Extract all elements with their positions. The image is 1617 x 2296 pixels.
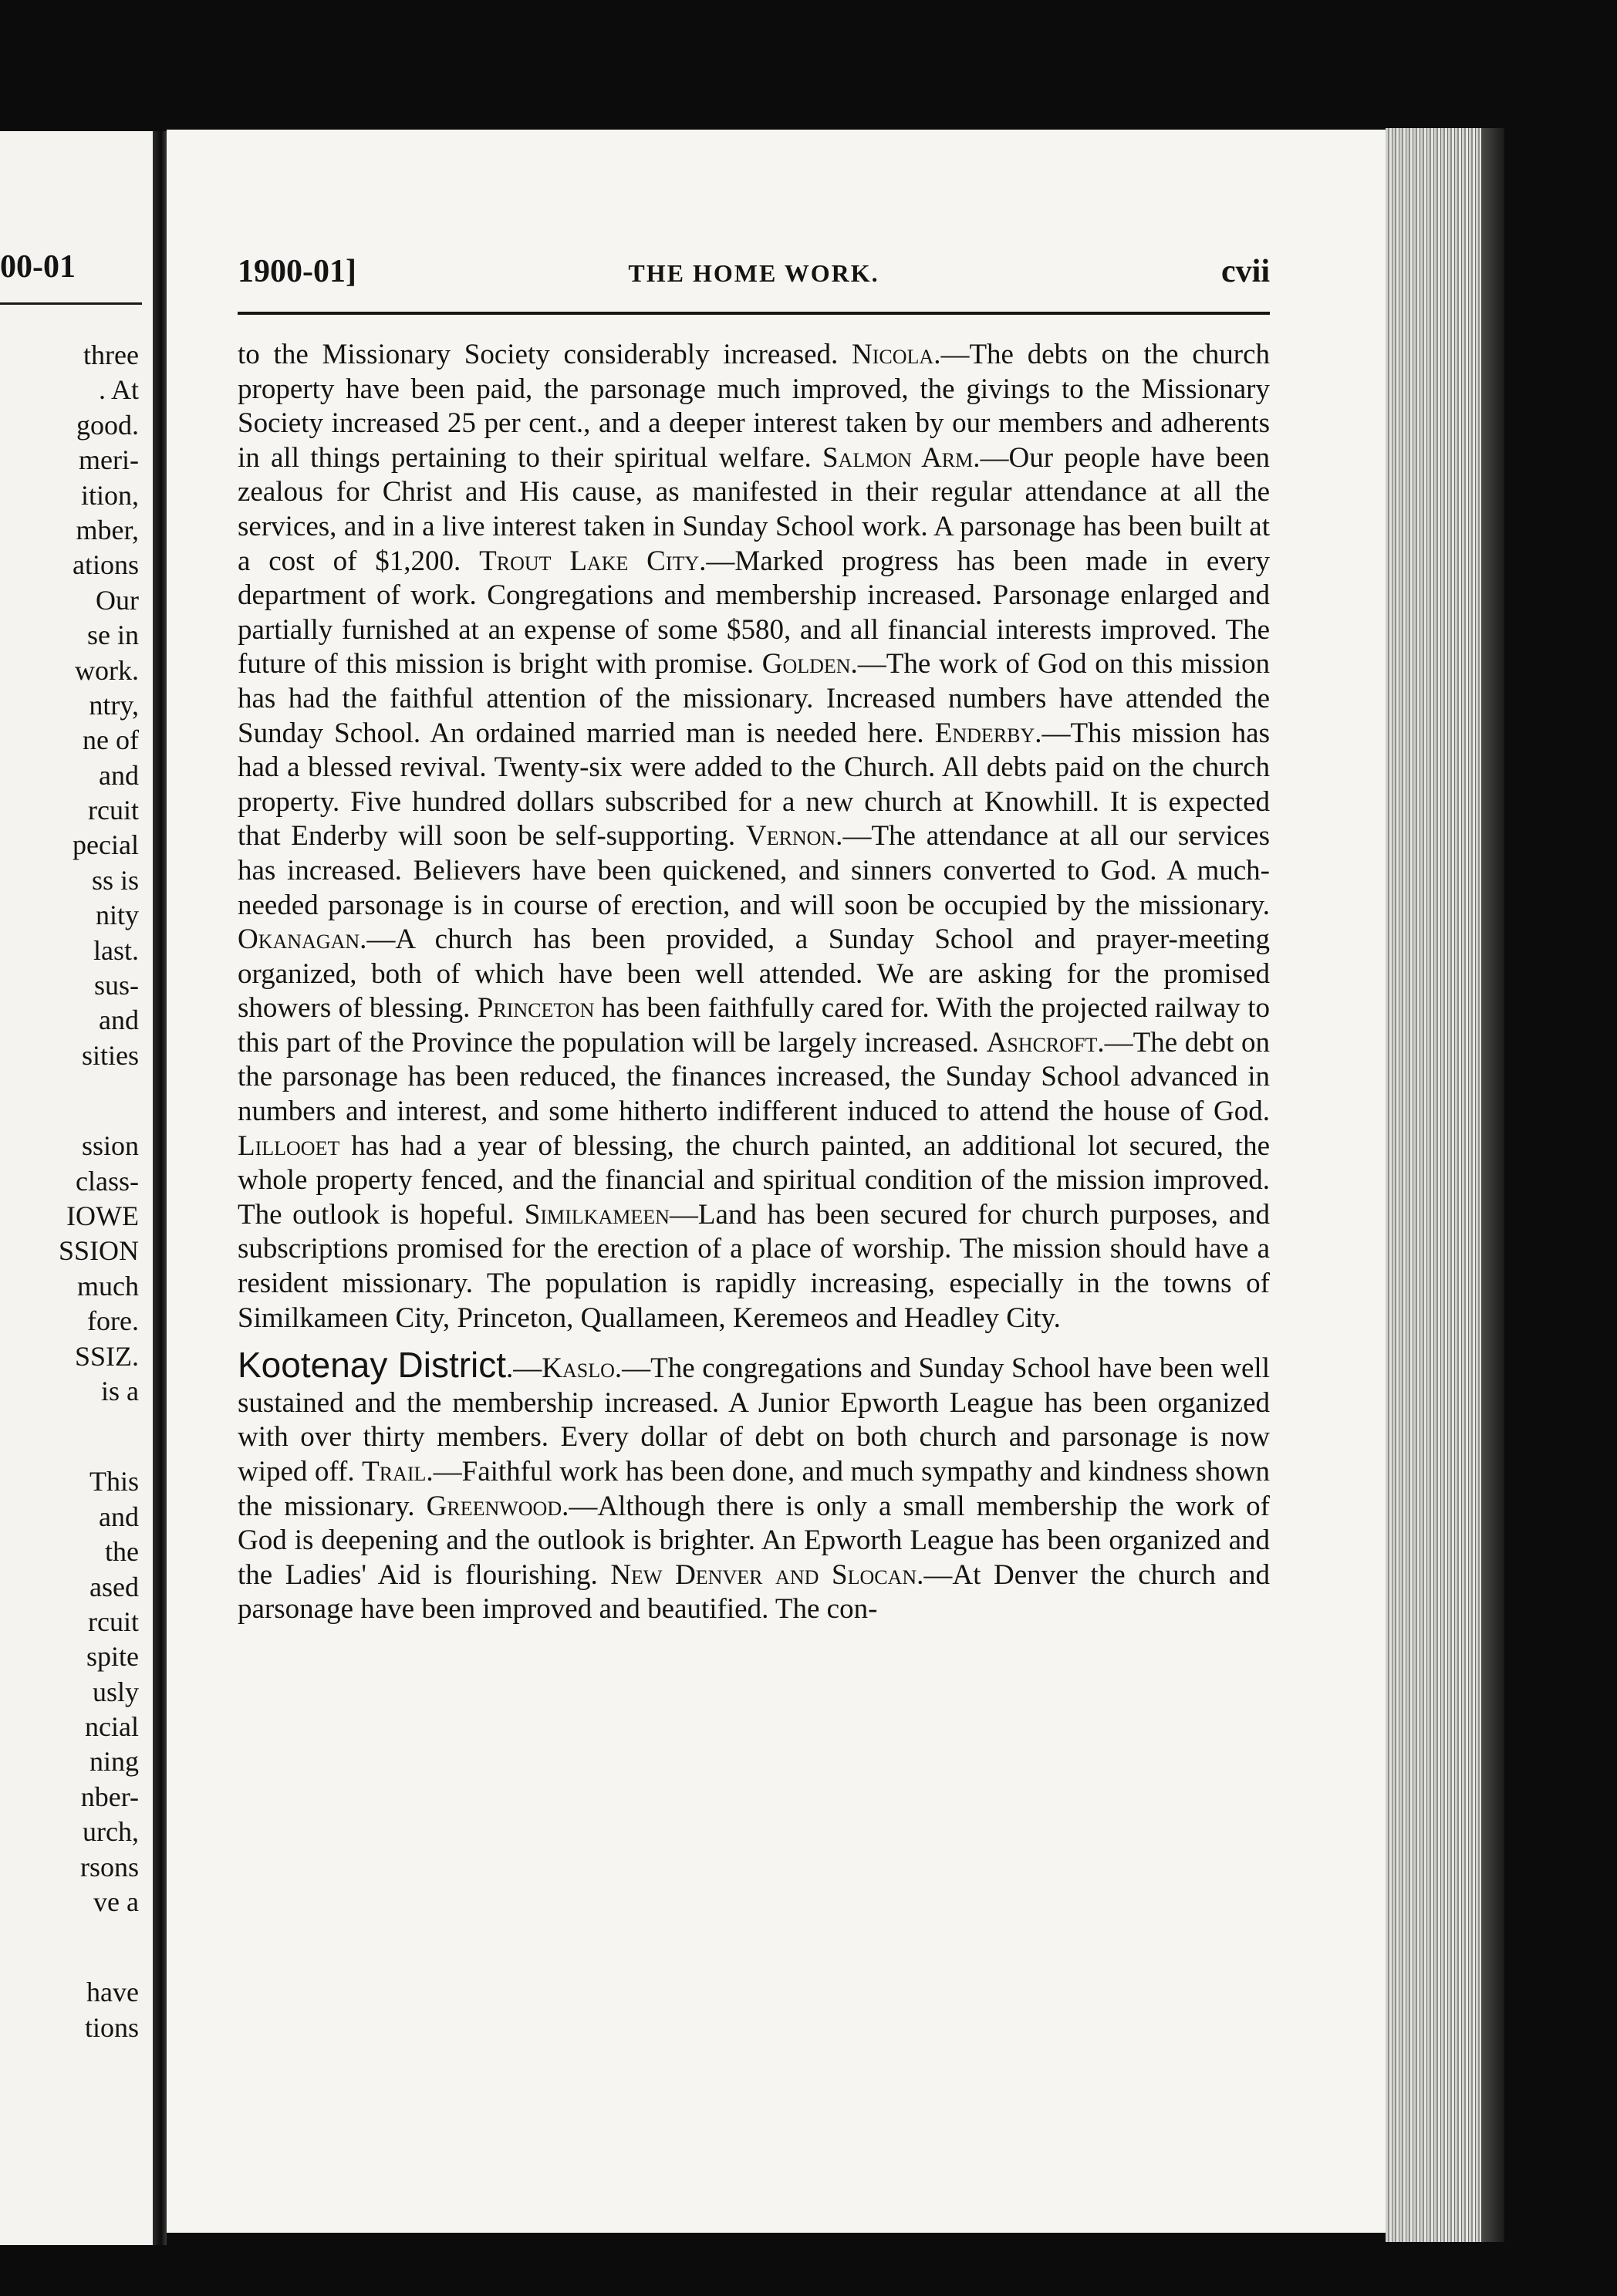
- left-fragment-line: SSIZ.: [74, 1340, 139, 1372]
- left-fragment-line: usly: [92, 1676, 139, 1707]
- left-fragment-line: ve a: [93, 1886, 139, 1918]
- place-heading: New Denver and Slocan.: [610, 1558, 924, 1591]
- left-fragment-line: pecial: [73, 829, 139, 861]
- district-heading: Kootenay District: [238, 1345, 507, 1386]
- left-fragment-line: se in: [87, 620, 139, 651]
- left-fragment-line: Our: [96, 584, 139, 616]
- left-fragment-line: nber-: [80, 1781, 139, 1812]
- place-heading: Trail.: [362, 1456, 434, 1487]
- paragraph-kootenay-district: [238, 1345, 1270, 1627]
- place-heading: Trout Lake City.: [479, 545, 707, 577]
- left-fragment-line: and: [99, 759, 139, 791]
- left-fragment-line: meri-: [79, 444, 139, 476]
- text-run: —Our people have been zealous for Christ and His cause, as manifested in their regular attendance at all the services, and in a live interest taken in Sunday School work. A parsonage has been built at a cost of $1,200.: [238, 441, 1271, 577]
- left-fragment-line: spite: [86, 1641, 139, 1673]
- text-run: has been faithfully cared for. With the projected railway to this part of the Province the population will be largely increased.: [238, 992, 1270, 1059]
- text-run: —The congregations and Sunday School have been well sustained and the membership increased. A Junior Epworth League has been organized with over thirty members. Every dollar of debt on both church and parsonage is now wiped off.: [238, 1352, 1270, 1487]
- page-edges: [1386, 128, 1504, 2242]
- place-heading: Princeton: [477, 992, 595, 1025]
- left-fragment-line: . At: [98, 374, 139, 406]
- place-heading: Golden.: [761, 648, 858, 680]
- left-page-text-fragments: [59, 338, 139, 2045]
- body-text: [238, 338, 1270, 1627]
- header-year: 1900-01]: [238, 254, 356, 289]
- place-heading: Salmon Arm.: [822, 441, 981, 474]
- text-run: —Faithful work has been done, and much sympathy and kindness shown the missionary.: [238, 1456, 1270, 1522]
- text-run: has had a year of blessing, the church painted, an additional lot secured, the whole property fenced, and the financial and spiritual condition of the mission improved. The outlook is hopeful.: [238, 1129, 1270, 1231]
- left-fragment-line: ncial: [85, 1711, 139, 1743]
- text-run: —At Denver the church and parsonage have been improved and beautified. The con-: [238, 1558, 1270, 1626]
- text-run: —Marked progress has been made in every department of work. Congregations and membership increased. Parsonage enlarged and partially furnished at an expense of some $580, and all financial interests improved. The future of this mission is bright with promise.: [238, 545, 1270, 680]
- left-fragment-line: the: [105, 1536, 139, 1568]
- place-heading: Lillooet: [238, 1129, 340, 1162]
- left-fragment-line: ition,: [80, 479, 139, 511]
- left-fragment-line: ntry,: [89, 689, 139, 721]
- left-fragment-line: IOWE: [66, 1200, 139, 1231]
- left-fragment-line: work.: [75, 654, 139, 686]
- left-fragment-line: good.: [76, 409, 139, 441]
- left-fragment-line: nity: [95, 900, 139, 931]
- left-fragment-line: last.: [93, 934, 139, 966]
- left-fragment-line: is a: [101, 1375, 139, 1406]
- left-fragment-line: rcuit: [88, 795, 139, 826]
- place-heading: Ashcroft.: [986, 1026, 1105, 1059]
- text-run: —The debt on the parsonage has been reduced, the finances increased, the Sunday School advanced in numbers and interest, and some hitherto indifferent induced to attend the house of God.: [238, 1026, 1270, 1128]
- left-fragment-line: ne of: [83, 724, 139, 756]
- left-fragment-line: fore.: [87, 1305, 139, 1337]
- left-fragment-line: ations: [73, 549, 139, 581]
- place-heading: Nicola.: [852, 339, 941, 370]
- left-fragment-line: tions: [84, 2011, 139, 2043]
- place-heading: Greenwood.: [426, 1490, 569, 1522]
- left-fragment-line: class-: [76, 1165, 139, 1197]
- left-fragment-line: three: [83, 339, 139, 370]
- left-fragment-line: rsons: [79, 1851, 139, 1882]
- place-heading: Kaslo.: [542, 1352, 623, 1385]
- text-run: to the Missionary Society considerably increased.: [238, 339, 852, 370]
- left-fragment-line: and: [99, 1501, 139, 1532]
- left-fragment-line: This: [89, 1466, 139, 1497]
- text-run: —A church has been provided, a Sunday School and prayer-meeting organized, both of which have been well attended. We are asking for the promised showers of blessing.: [238, 923, 1270, 1025]
- book-gutter: [153, 131, 167, 2245]
- left-fragment-line: and: [99, 1004, 139, 1036]
- text-run: —The attendance at all our services has increased. Believers have been quickened, and sinners converted to God. A much-needed parsonage is in course of erection, and will soon be occupied by the missionary.: [238, 820, 1270, 921]
- left-fragment-line: [59, 1920, 139, 1975]
- left-fragment-line: rcuit: [88, 1606, 139, 1637]
- text-run: —The work of God on this mission has had the faithful attention of the missionary. Increased numbers have attended the Sunday School. An ordained married man is needed here.: [238, 648, 1270, 749]
- left-fragment-line: mber,: [76, 514, 139, 545]
- left-fragment-line: [59, 1073, 139, 1129]
- left-page-rule: [0, 302, 142, 305]
- left-fragment-line: [59, 1409, 139, 1464]
- left-fragment-line: much: [77, 1270, 139, 1302]
- left-fragment-line: urch,: [83, 1816, 139, 1848]
- left-fragment-line: ss is: [91, 864, 139, 896]
- left-page-header: 00-01: [0, 249, 76, 285]
- left-fragment-line: SSION: [58, 1235, 139, 1267]
- running-header: [238, 253, 1270, 296]
- header-title: THE HOME WORK.: [628, 259, 879, 287]
- text-run: —The debts on the church property have been paid, the parsonage much improved, the givings to the Missionary Society increased 25 per cent., and a deeper interest taken by our members and adherents in all things pertaining to their spiritual welfare.: [238, 339, 1271, 474]
- left-fragment-line: ning: [89, 1746, 139, 1778]
- facing-page-left: [0, 131, 153, 2245]
- paragraph-home-missions: [238, 338, 1270, 1335]
- left-fragment-line: sities: [81, 1039, 139, 1071]
- place-heading: Okanagan.: [238, 923, 367, 956]
- left-fragment-line: ased: [89, 1571, 139, 1602]
- page-number: cvii: [1221, 254, 1270, 289]
- left-fragment-line: have: [86, 1977, 139, 2008]
- text-run: .—: [506, 1352, 542, 1385]
- text-run: —Although there is only a small membership the work of God is deepening and the outlook is brighter. An Epworth League has been organized and the Ladies' Aid is flourishing.: [238, 1490, 1270, 1591]
- place-heading: Enderby.: [934, 717, 1042, 749]
- left-fragment-line: sus-: [93, 970, 139, 1001]
- text-run: —Land has been secured for church purposes, and subscriptions promised for the erection of a place of worship. The mission should have a resident missionary. The population is rapidly increasing, especially in the towns of Similkameen City, Princeton, Quallameen, Keremeos and Headley City.: [238, 1198, 1270, 1334]
- place-heading: Vernon.: [745, 820, 843, 853]
- page-right: [167, 130, 1386, 2233]
- text-run: —This mission has had a blessed revival. Twenty-six were added to the Church. All debts paid on the church property. Five hundred dollars subscribed for a new church at Knowhill. It is expected that Enderby will soon be self-supporting.: [238, 717, 1270, 853]
- left-fragment-line: ssion: [81, 1130, 139, 1162]
- header-rule: [238, 312, 1270, 315]
- place-heading: Similkameen: [524, 1198, 670, 1231]
